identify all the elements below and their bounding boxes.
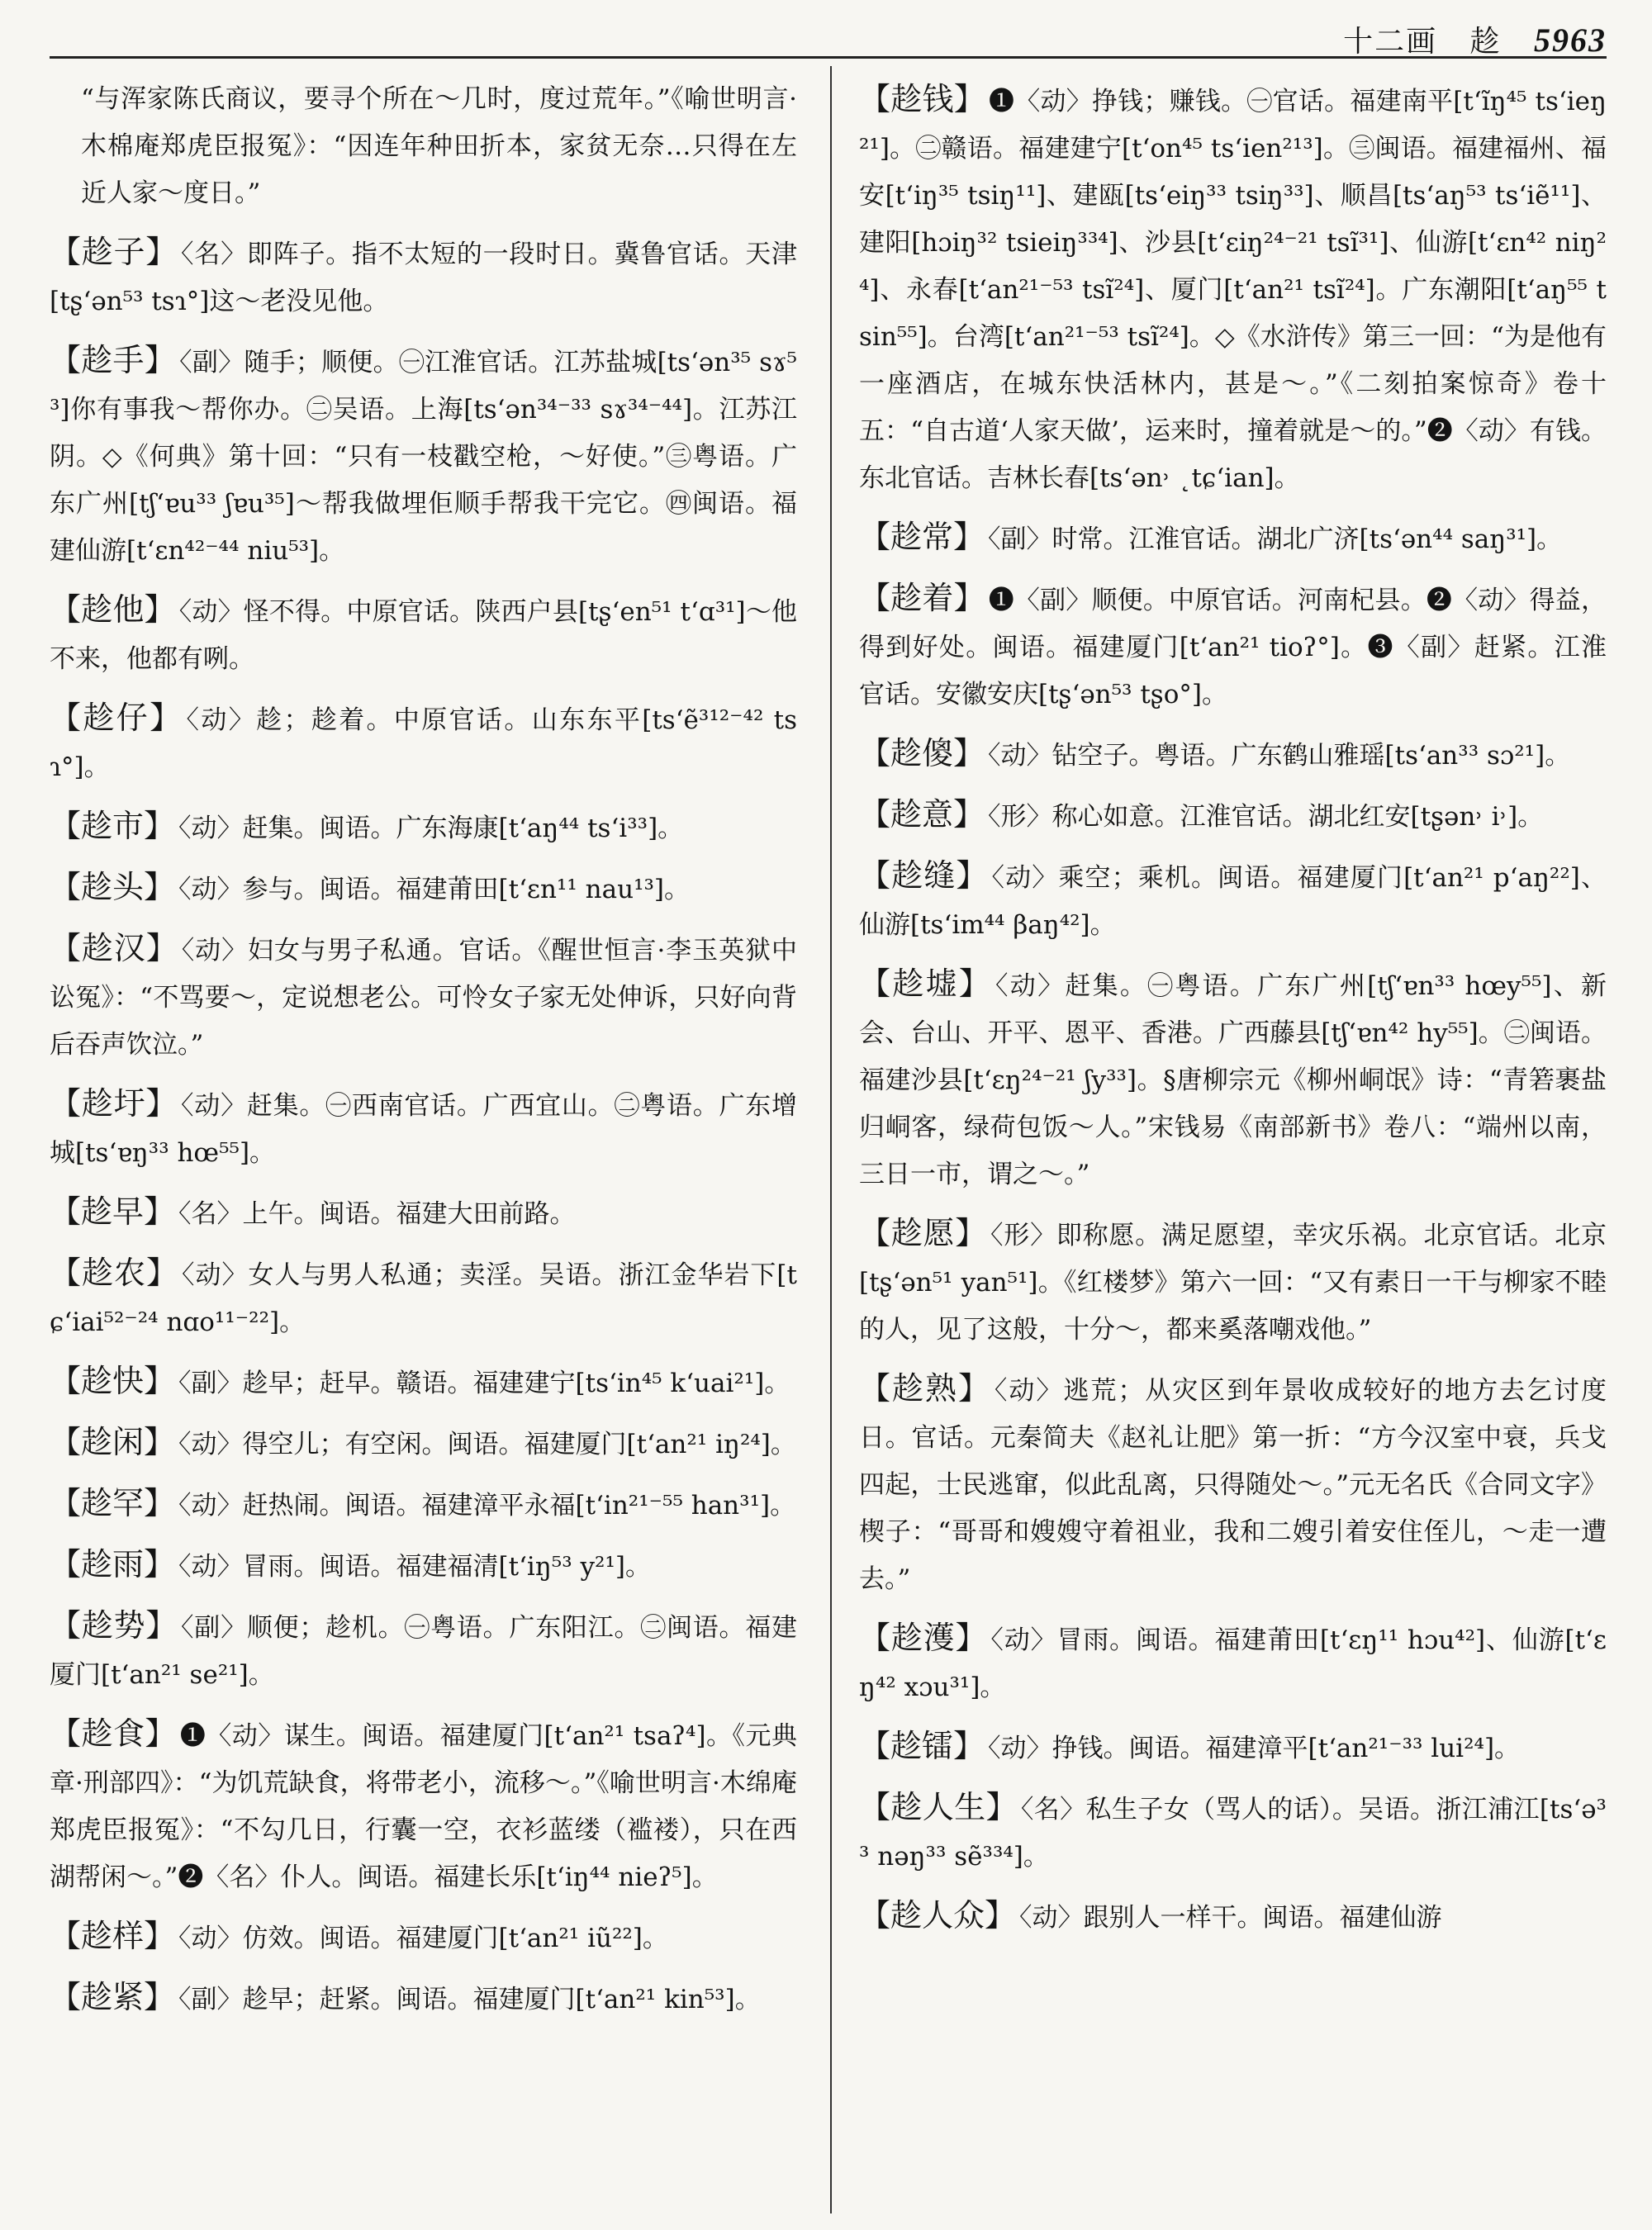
entry-definition: 〈动〉怪不得。中原官话。陕西户县[tʂ‘en⁵¹ t‘ɑ³¹]～他不来，他都有咧。 — [50, 597, 797, 674]
entry-definition: 〈动〉钻空子。粤语。广东鹤山雅瑶[ts‘an³³ sɔ²¹]。 — [988, 741, 1571, 771]
entry-definition: 〈动〉乘空；乘机。闽语。福建厦门[t‘an²¹ p‘aŋ²²]、仙游[ts‘im⁴⁴ βaŋ⁴²]。 — [859, 863, 1607, 940]
entry-definition: 〈动〉妇女与男子私通。官话。《醒世恒言·李玉英狱中讼冤》：“不骂要～，定说想老公。可怜女子家无处伸诉，只好向背后吞声饮泣。” — [50, 936, 797, 1060]
entry-definition: 〈动〉逃荒；从灾区到年景收成较好的地方去乞讨度日。官话。元秦简夫《赵礼让肥》第一折：“方今汉室中衰，兵戈四起，士民逃窜，似此乱离，只得随处～。”元无名氏《合同文字》楔子：“哥哥和嫂嫂守着祖业，我和二嫂引着安住侄儿，～走一遭去。” — [859, 1376, 1607, 1594]
entry-headword: 【趁雨】 — [50, 1546, 176, 1582]
dictionary-entry — [50, 1419, 797, 1468]
dictionary-entry — [859, 791, 1607, 841]
entry-headword: 【趁子】 — [50, 234, 178, 270]
entry-definition: 〈动〉挣钱。闽语。福建漳平[t‘an²¹⁻³³ lui²⁴]。 — [988, 1734, 1521, 1763]
dictionary-entry — [50, 337, 797, 575]
entry-definition: 〈动〉赶集。㊀粤语。广东广州[tʃ‘ɐn³³ hœy⁵⁵]、新会、台山、开平、恩平、香港。广西藤县[tʃ‘ɐn⁴² hy⁵⁵]。㊁闽语。福建沙县[t‘ɛŋ²⁴⁻²¹ ʃy³³]。§唐柳宗元《柳州峒氓》诗：“青箬裹盐归峒客，绿荷包饭～人。”宋钱易《南部新书》卷八：“端州以南，三日一市，谓之～。” — [859, 971, 1607, 1189]
dictionary-entry — [859, 730, 1607, 780]
entry-definition: 〈动〉得空儿；有空闲。闽语。福建厦门[t‘an²¹ iŋ²⁴]。 — [178, 1430, 796, 1459]
dictionary-entry — [50, 1189, 797, 1238]
dictionary-entry — [859, 961, 1607, 1198]
entry-definition: 〈名〉上午。闽语。福建大田前路。 — [178, 1199, 576, 1229]
entry-definition: 〈形〉即称愿。满足愿望，幸灾乐祸。北京官话。北京[tʂ‘ən⁵¹ yan⁵¹]。《红楼梦》第六一回：“又有素日一干与柳家不睦的人，见了这般，十分～，都来奚落嘲戏他。” — [859, 1221, 1607, 1345]
head-character: 趁 — [1469, 25, 1502, 59]
page-number: 5963 — [1534, 21, 1607, 59]
entry-headword: 【趁紧】 — [50, 1979, 176, 2015]
entry-headword: 【趁闲】 — [50, 1424, 176, 1460]
dictionary-entry — [859, 1365, 1607, 1603]
header-rule — [50, 56, 1607, 59]
entry-headword: 【趁傻】 — [859, 735, 985, 771]
entry-definition: 〈动〉趁；趁着。中原官话。山东东平[ts‘ẽ³¹²⁻⁴² tsɿ°]。 — [50, 705, 797, 782]
dictionary-entry — [50, 695, 797, 791]
entry-definition: 〈名〉私生子女（骂人的话）。吴语。浙江浦江[ts‘ə³³ nəŋ³³ sẽ³³⁴]。 — [859, 1795, 1607, 1872]
entry-definition: 〈动〉女人与男人私通；卖淫。吴语。浙江金华岩下[tɕ‘iai⁵²⁻²⁴ nɑo¹¹⁻²²]。 — [50, 1260, 797, 1337]
right-column — [859, 76, 1607, 2218]
entry-definition: “与浑家陈氏商议，要寻个所在～几时，度过荒年。”《喻世明言·木棉庵郑虎臣报冤》：“因连年种田折本，家贫无奈…只得在左近人家～度日。” — [81, 84, 797, 208]
entry-headword: 【趁愿】 — [859, 1215, 988, 1251]
section-label: 十二画 — [1343, 25, 1438, 59]
dictionary-entry — [50, 1710, 797, 1901]
dictionary-entry — [50, 1602, 797, 1699]
entry-headword: 【趁势】 — [50, 1607, 178, 1644]
dictionary-entry — [50, 1480, 797, 1530]
entry-headword: 【趁圩】 — [50, 1085, 178, 1122]
entry-definition: 〈名〉即阵子。指不太短的一段时日。冀鲁官话。天津[tʂ‘ən⁵³ tsɿ°]这～老没见他。 — [50, 240, 797, 316]
dictionary-entry — [50, 229, 797, 325]
dictionary-entry — [859, 1892, 1607, 1942]
entry-headword: 【趁样】 — [50, 1918, 176, 1954]
dictionary-entry — [859, 1723, 1607, 1772]
entry-definition: 〈动〉冒雨。闽语。福建莆田[t‘ɛŋ¹¹ hɔu⁴²]、仙游[t‘ɛŋ⁴² xɔu³¹]。 — [859, 1625, 1607, 1702]
entry-headword: 【趁人众】 — [859, 1897, 1017, 1933]
running-head — [1322, 18, 1607, 60]
entry-definition: ❶〈动〉挣钱；赚钱。㊀官话。福建南平[t‘ĩŋ⁴⁵ ts‘ieŋ²¹]。㊁赣语。福建建宁[t‘on⁴⁵ ts‘ien²¹³]。㊂闽语。福建福州、福安[t‘iŋ³⁵ tsiŋ¹¹]、建瓯[ts‘eiŋ³³ tsiŋ³³]、顺昌[ts‘aŋ⁵³ ts‘iẽ¹¹]、建阳[hɔiŋ³² tsieiŋ³³⁴]、沙县[t‘ɛiŋ²⁴⁻²¹ tsĩ³¹]、仙游[t‘ɛn⁴² niŋ²⁴]、永春[t‘an²¹⁻⁵³ tsĩ²⁴]、厦门[t‘an²¹ tsĩ²⁴]。广东潮阳[t‘aŋ⁵⁵ tsin⁵⁵]。台湾[t‘an²¹⁻⁵³ tsĩ²⁴]。◇《水浒传》第三一回：“为是他有一座酒店，在城东快活林内，甚是～。”《二刻拍案惊奇》卷十五：“自古道‘人家天做’，运来时，撞着就是～的。”❷〈动〉有钱。东北官话。吉林长春[ts‘ən˒ ˛tɕ‘ian]。 — [859, 87, 1607, 493]
entry-headword: 【趁头】 — [50, 869, 176, 905]
entry-headword: 【趁农】 — [50, 1255, 178, 1291]
entry-definition: 〈形〉称心如意。江淮官话。湖北红安[tʂən˒ i˒]。 — [988, 802, 1544, 832]
dictionary-entry — [50, 925, 797, 1069]
entry-definition: 〈副〉趁早；赶早。赣语。福建建宁[ts‘in⁴⁵ k‘uai²¹]。 — [178, 1369, 790, 1398]
entry-definition: 〈副〉时常。江淮官话。湖北广济[ts‘ən⁴⁴ saŋ³¹]。 — [988, 524, 1563, 554]
entry-definition: 〈动〉参与。闽语。福建莆田[t‘ɛn¹¹ nau¹³]。 — [178, 875, 691, 904]
entry-headword: 【趁市】 — [50, 808, 176, 844]
entry-definition: 〈动〉跟别人一样干。闽语。福建仙游 — [1019, 1903, 1442, 1933]
entry-headword: 【趁食】 — [50, 1715, 177, 1752]
entry-headword: 【趁手】 — [50, 342, 177, 378]
dictionary-entry — [859, 1615, 1607, 1711]
entry-definition: 〈动〉冒雨。闽语。福建福清[t‘iŋ⁵³ y²¹]。 — [178, 1552, 651, 1582]
entry-headword: 【趁着】 — [859, 580, 985, 616]
dictionary-entry — [50, 586, 797, 683]
dictionary-entry — [859, 1784, 1607, 1881]
dictionary-entry — [859, 852, 1607, 949]
entry-headword: 【趁熟】 — [859, 1370, 991, 1407]
entry-headword: 【趁常】 — [859, 519, 985, 555]
entry-definition: ❶〈动〉谋生。闽语。福建厦门[t‘an²¹ tsaʔ⁴]。《元典章·刑部四》：“为饥荒缺食，将带老小，流移～。”《喻世明言·木绵庵郑虎臣报冤》：“不勾几日，行囊一空，衣衫蓝缕（褴褛），只在西湖帮闲～。”❷〈名〉仆人。闽语。福建长乐[t‘iŋ⁴⁴ nieʔ⁵]。 — [50, 1721, 797, 1892]
entry-headword: 【趁早】 — [50, 1193, 176, 1230]
entry-headword: 【趁缝】 — [859, 857, 989, 894]
dictionary-entry — [859, 514, 1607, 563]
dictionary-entry — [50, 1974, 797, 2024]
dictionary-entry — [50, 1913, 797, 1962]
entry-definition: 〈动〉仿效。闽语。福建厦门[t‘an²¹ iũ²²]。 — [178, 1924, 668, 1953]
left-column — [50, 76, 797, 2218]
entry-headword: 【趁仔】 — [50, 700, 183, 736]
column-divider — [830, 66, 832, 2213]
entry-headword: 【趁罕】 — [50, 1485, 176, 1521]
entry-headword: 【趁人生】 — [859, 1789, 1018, 1825]
dictionary-entry — [50, 76, 797, 217]
entry-headword: 【趁意】 — [859, 796, 985, 833]
entry-headword: 【趁濩】 — [859, 1620, 988, 1656]
entry-definition: 〈动〉赶集。㊀西南官话。广西宜山。㊁粤语。广东增城[ts‘ɐŋ³³ hœ⁵⁵]。 — [50, 1091, 797, 1168]
dictionary-entry — [50, 1358, 797, 1407]
entry-definition: 〈副〉随手；顺便。㊀江淮官话。江苏盐城[ts‘ən³⁵ sɤ⁵³]你有事我～帮你办。㊁吴语。上海[ts‘ən³⁴⁻³³ sɤ³⁴⁻⁴⁴]。江苏江阴。◇《何典》第十回：“只有一枝戳空枪，～好使。”㊂粤语。广东广州[tʃ‘ɐu³³ ʃɐu³⁵]～帮我做埋佢顺手帮我干完它。㊃闽语。福建仙游[t‘ɛn⁴²⁻⁴⁴ niu⁵³]。 — [50, 348, 797, 566]
dictionary-entry — [50, 1541, 797, 1591]
dictionary-entry — [50, 864, 797, 913]
dictionary-entry — [859, 575, 1607, 719]
entry-headword: 【趁墟】 — [859, 966, 993, 1002]
entry-definition: 〈动〉赶集。闽语。广东海康[t‘aŋ⁴⁴ ts‘i³³]。 — [178, 814, 684, 843]
entry-headword: 【趁他】 — [50, 591, 176, 628]
dictionary-entry — [859, 76, 1607, 502]
entry-definition: ❶〈副〉顺便。中原官话。河南杞县。❷〈动〉得益，得到好处。闽语。福建厦门[t‘an²¹ tioʔ°]。❸〈副〉赶紧。江淮官话。安徽安庆[tʂ‘ən⁵³ tʂo°]。 — [859, 586, 1607, 709]
entry-headword: 【趁快】 — [50, 1363, 176, 1399]
entry-definition: 〈副〉顺便；趁机。㊀粤语。广东阳江。㊁闽语。福建厦门[t‘an²¹ se²¹]。 — [50, 1613, 797, 1690]
dictionary-entry — [50, 1250, 797, 1346]
dictionary-entry — [50, 1080, 797, 1177]
dictionary-entry — [50, 803, 797, 852]
entry-definition: 〈动〉赶热闹。闽语。福建漳平永福[t‘in²¹⁻⁵⁵ han³¹]。 — [178, 1491, 796, 1521]
entry-headword: 【趁镭】 — [859, 1728, 985, 1764]
entry-headword: 【趁汉】 — [50, 930, 178, 966]
entry-headword: 【趁钱】 — [859, 81, 985, 117]
entry-definition: 〈副〉趁早；赶紧。闽语。福建厦门[t‘an²¹ kin⁵³]。 — [178, 1985, 761, 2014]
dictionary-entry — [859, 1210, 1607, 1354]
